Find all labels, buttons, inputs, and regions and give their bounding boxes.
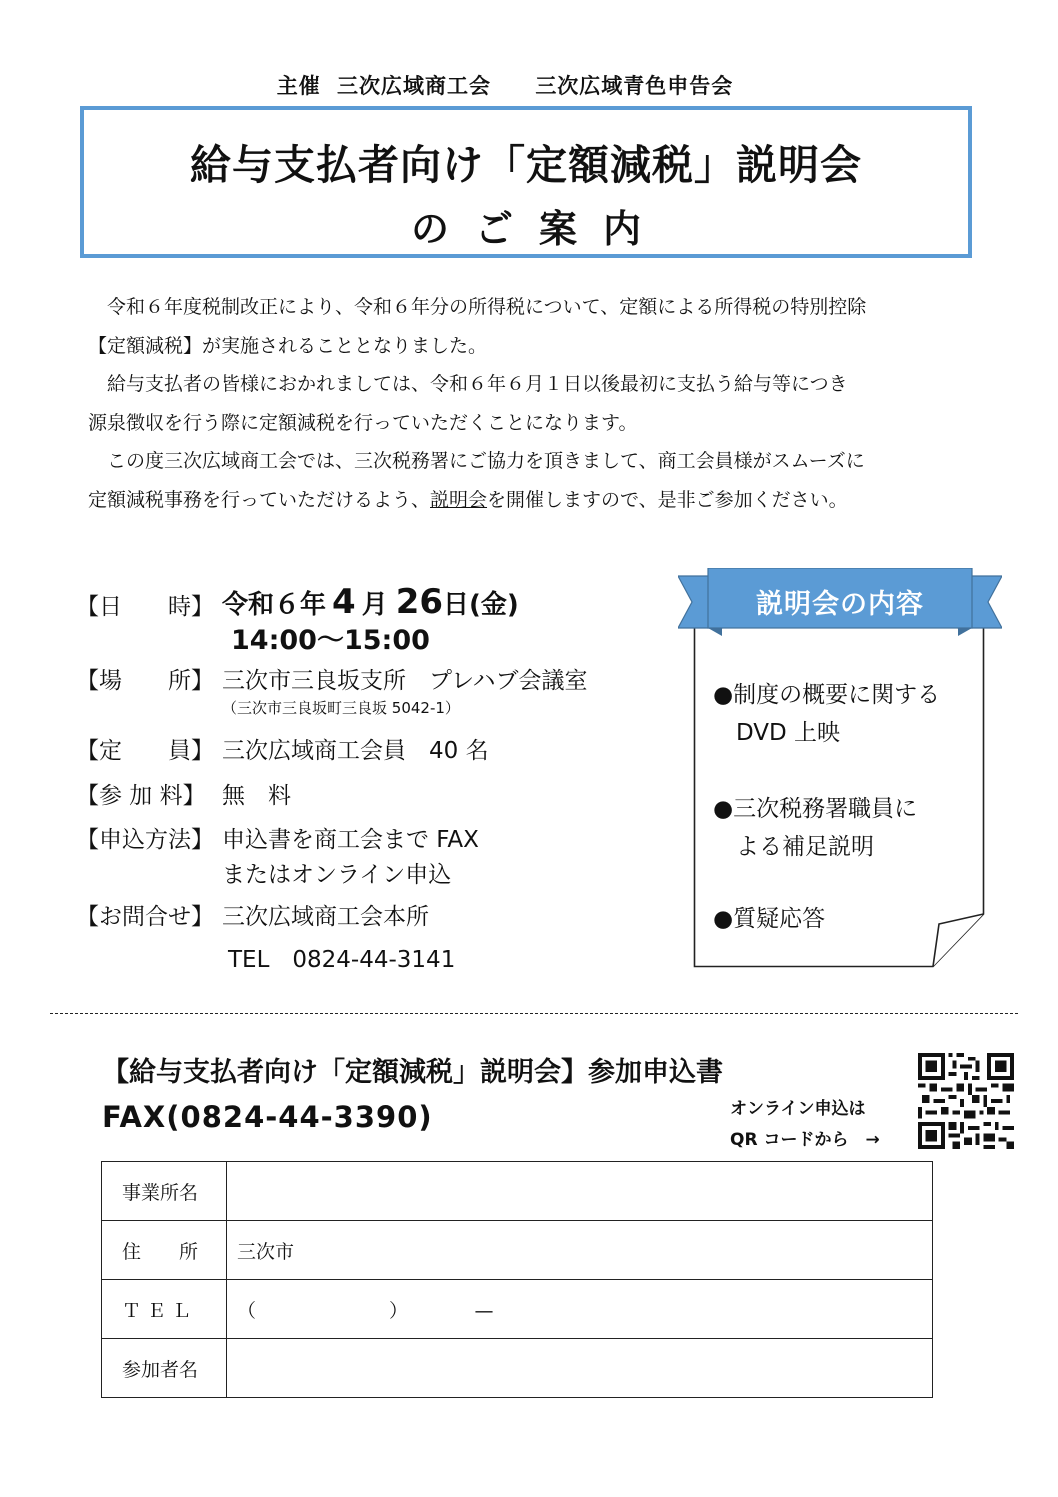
page-subtitle: のご案内: [410, 207, 667, 251]
apply-value-2: またはオンライン申込: [222, 862, 452, 888]
title-box: [80, 106, 972, 258]
page-title: 給与支払者向け「定額減税」説明会: [190, 141, 862, 189]
intro-line: 【定額減税】が実施されることとなりました。: [88, 334, 488, 357]
application-form-table: [101, 1161, 933, 1398]
date-value: [222, 582, 519, 622]
form-field-label: 参加者名: [102, 1339, 227, 1398]
organizer-line: [0, 70, 1010, 100]
form-field-label: Ｔ Ｅ Ｌ: [102, 1280, 227, 1339]
fee-value: 無 料: [222, 783, 291, 809]
date-day-unit: 日(金): [443, 590, 519, 620]
fee-label: 【参 加 料】: [76, 783, 206, 809]
apply-value-1: 申込書を商工会まで FAX: [222, 827, 479, 853]
intro-line: 源泉徴収を行う際に定額減税を行っていただくことになります。: [88, 411, 638, 434]
intro-line: この度三次広域商工会では、三次税務署にご協力を頂きまして、商工会員様がスムーズに: [88, 450, 865, 472]
date-month-unit: 月: [361, 590, 388, 620]
intro-line: 給与支払者の皆様におかれましては、令和６年６月１日以後最初に支払う給与等につき: [88, 373, 848, 395]
contact-tel: TEL 0824-44-3141: [228, 947, 456, 973]
intro-line: 令和６年度税制改正により、令和６年分の所得税について、定額による所得税の特別控除: [88, 296, 867, 318]
form-field-label: 住 所: [102, 1221, 227, 1280]
intro-underline: 説明会: [430, 488, 488, 511]
place-label: 【場 所】: [76, 668, 214, 694]
form-fax: FAX(0824-44-3390): [102, 1100, 433, 1134]
content-item-2: ●三次税務署職員に よる補足説明: [713, 796, 918, 860]
intro-line: [88, 481, 988, 520]
contact-value: 三次広域商工会本所: [222, 904, 429, 930]
date-label: 【日 時】: [76, 594, 214, 620]
form-row: [102, 1221, 933, 1280]
form-field-input[interactable]: [227, 1162, 933, 1221]
place-address: （三次市三良坂町三良坂 5042-1）: [222, 699, 460, 717]
form-row: [102, 1280, 933, 1339]
ribbon-title: 説明会の内容: [756, 589, 924, 620]
apply-label: 【申込方法】: [76, 827, 214, 853]
organizer-1: 三次広域商工会: [337, 74, 491, 98]
form-field-input[interactable]: [227, 1339, 933, 1398]
form-field-input[interactable]: （ ） —: [227, 1280, 933, 1339]
cut-line: [50, 1013, 1018, 1014]
date-month: 4: [332, 582, 356, 622]
intro-text: [88, 288, 988, 519]
content-item-3: ●質疑応答: [713, 906, 826, 932]
date-era: 令和６年: [222, 590, 327, 620]
intro-line-part: 定額減税事務を行っていただけるよう、: [88, 488, 431, 511]
content-item-1: ●制度の概要に関する DVD 上映: [713, 682, 941, 746]
form-row: [102, 1339, 933, 1398]
content-ribbon: [678, 568, 1002, 636]
qr-code-icon[interactable]: [918, 1053, 1014, 1149]
form-field-label: 事業所名: [102, 1162, 227, 1221]
form-title: 【給与支払者向け「定額減税」説明会】参加申込書: [102, 1057, 723, 1088]
intro-line-part: を開催しますので、是非ご参加ください。: [487, 488, 848, 511]
content-box: [693, 624, 985, 968]
contact-label: 【お問合せ】: [76, 904, 214, 930]
organizer-2: 三次広域青色申告会: [535, 74, 734, 98]
date-day: 26: [395, 582, 444, 622]
online-note: オンライン申込は QR コードから →: [730, 1099, 880, 1150]
organizer-label: 主催: [276, 74, 321, 98]
place-value: 三次市三良坂支所 プレハブ会議室: [222, 668, 588, 694]
capacity-label: 【定 員】: [76, 738, 214, 764]
form-row: [102, 1162, 933, 1221]
time-value: 14:00～15:00: [231, 625, 430, 656]
capacity-value: 三次広域商工会員 40 名: [222, 738, 489, 764]
form-field-input[interactable]: 三次市: [227, 1221, 933, 1280]
